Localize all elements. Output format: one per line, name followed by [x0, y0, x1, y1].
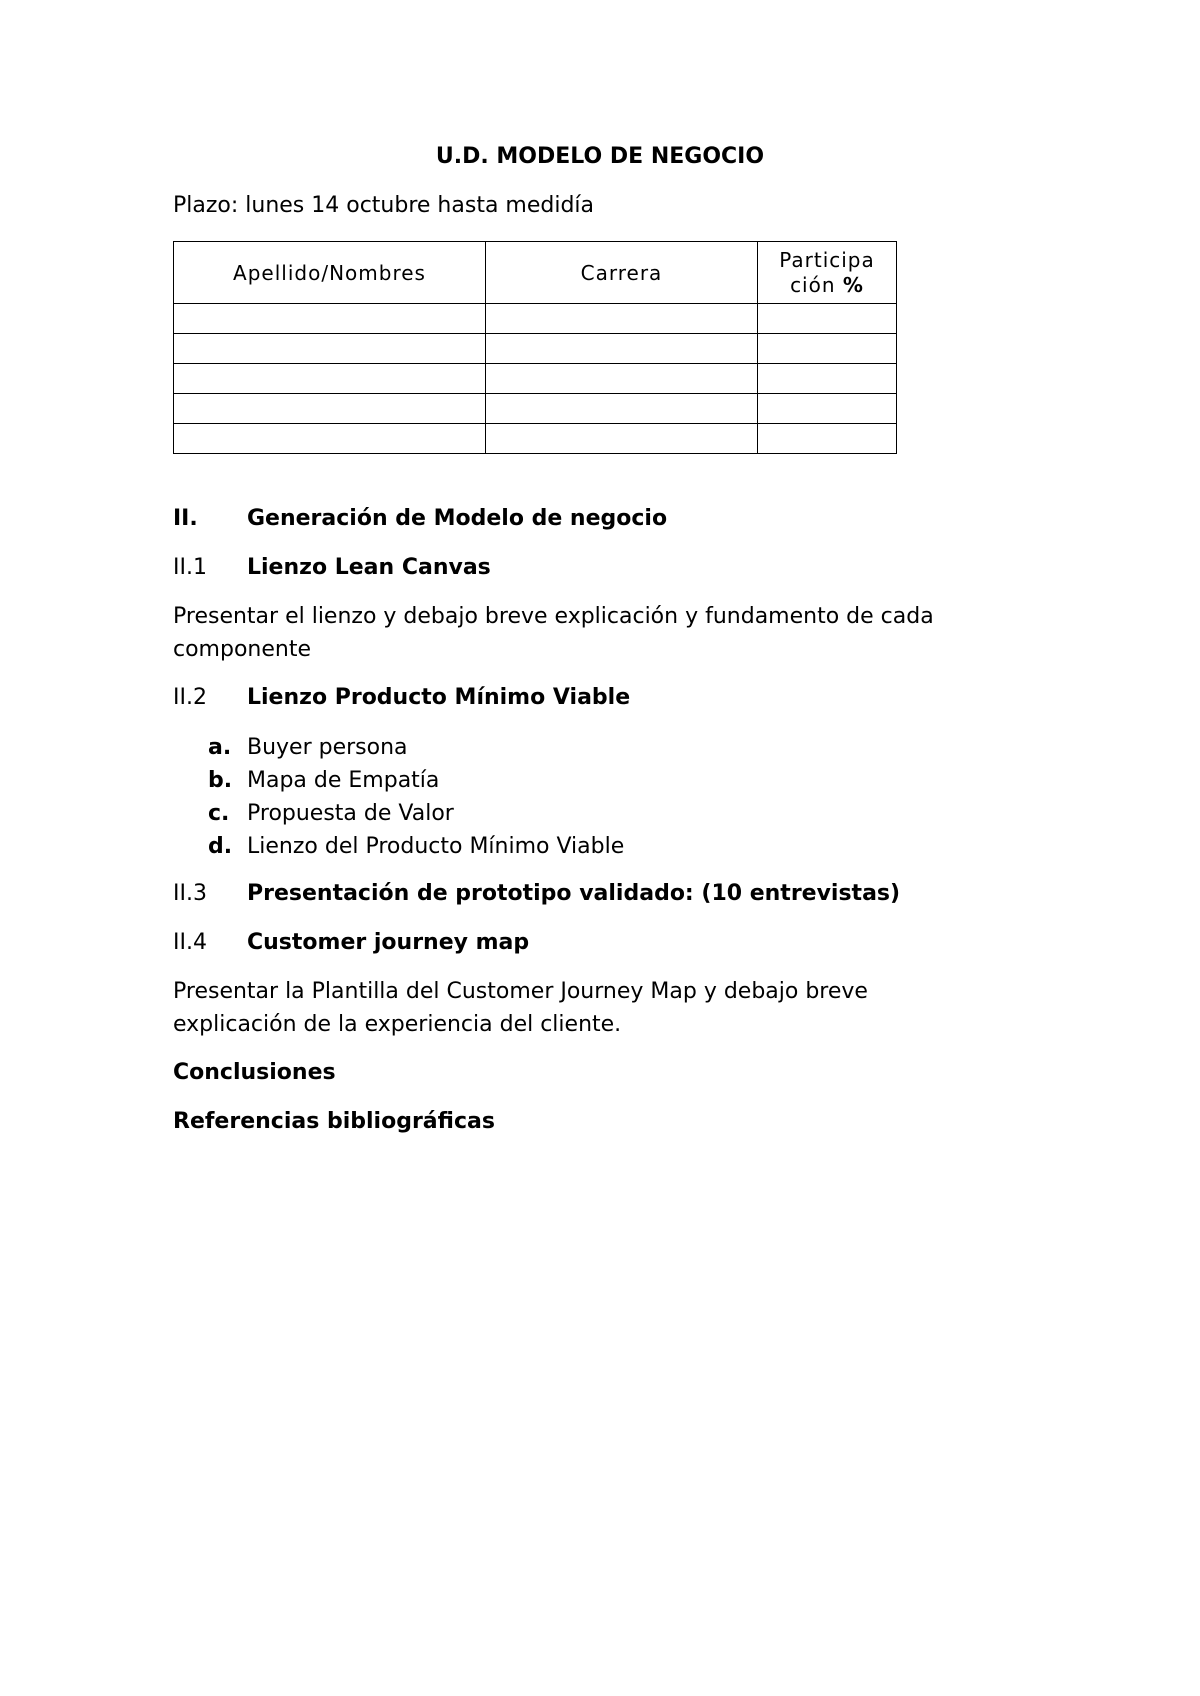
header-carrera: Carrera	[486, 242, 758, 304]
table-header-row	[174, 242, 897, 304]
table-cell	[758, 334, 897, 364]
references-heading: Referencias bibliográficas	[173, 1109, 495, 1134]
document-title: U.D. MODELO DE NEGOCIO	[435, 144, 765, 169]
header-participacion-line1: Participa	[779, 247, 875, 272]
header-participacion-line2-text: ción	[790, 272, 843, 297]
subsection-4-heading	[173, 926, 529, 959]
table-cell	[174, 364, 486, 394]
table-cell	[486, 364, 758, 394]
list-item-label: Lienzo del Producto Mínimo Viable	[247, 834, 625, 859]
list-item	[208, 797, 624, 830]
table-cell	[174, 424, 486, 454]
list-marker: a.	[208, 735, 232, 760]
table-row	[174, 424, 897, 454]
table-cell	[174, 304, 486, 334]
pmv-list	[208, 731, 624, 863]
conclusions-heading: Conclusiones	[173, 1060, 336, 1085]
percent-symbol: %	[842, 272, 864, 297]
deadline-text: Plazo: lunes 14 octubre hasta medidía	[173, 193, 595, 218]
section-heading	[173, 502, 667, 535]
table-row	[174, 364, 897, 394]
list-item-label: Mapa de Empatía	[247, 768, 440, 793]
subsection-3-title: Presentación de prototipo validado: (10 entrevistas)	[247, 881, 901, 906]
table-cell	[486, 334, 758, 364]
list-item	[208, 764, 624, 797]
subsection-1-heading	[173, 551, 491, 584]
table-cell	[758, 394, 897, 424]
table-row	[174, 394, 897, 424]
subsection-1-number: II.1	[173, 555, 207, 580]
list-item-label: Buyer persona	[247, 735, 408, 760]
subsection-4-title: Customer journey map	[247, 930, 530, 955]
subsection-4-number: II.4	[173, 930, 207, 955]
header-participacion	[758, 242, 897, 304]
list-marker: b.	[208, 768, 233, 793]
list-item	[208, 830, 624, 863]
subsection-2-heading	[173, 681, 630, 714]
subsection-2-number: II.2	[173, 685, 207, 710]
table-cell	[758, 304, 897, 334]
header-apellido-nombres: Apellido/Nombres	[174, 242, 486, 304]
subsection-1-title: Lienzo Lean Canvas	[247, 555, 491, 580]
table-row	[174, 304, 897, 334]
team-table	[173, 241, 897, 454]
subsection-3-heading	[173, 877, 900, 910]
section-number: II.	[173, 506, 198, 531]
table-cell	[486, 424, 758, 454]
table-cell	[486, 304, 758, 334]
table-cell	[758, 364, 897, 394]
subsection-2-title: Lienzo Producto Mínimo Viable	[247, 685, 631, 710]
table-cell	[486, 394, 758, 424]
section-title: Generación de Modelo de negocio	[247, 506, 668, 531]
table-cell	[758, 424, 897, 454]
list-item-label: Propuesta de Valor	[247, 801, 454, 826]
table-cell	[174, 394, 486, 424]
list-marker: c.	[208, 801, 230, 826]
subsection-3-number: II.3	[173, 881, 207, 906]
list-marker: d.	[208, 834, 233, 859]
table-cell	[174, 334, 486, 364]
header-participacion-line2	[758, 273, 896, 298]
table-row	[174, 334, 897, 364]
list-item	[208, 731, 624, 764]
subsection-1-paragraph: Presentar el lienzo y debajo breve explicación y fundamento de cada componente	[173, 604, 934, 662]
subsection-4-paragraph: Presentar la Plantilla del Customer Journey Map y debajo breve explicación de la experiencia del cliente.	[173, 979, 868, 1037]
